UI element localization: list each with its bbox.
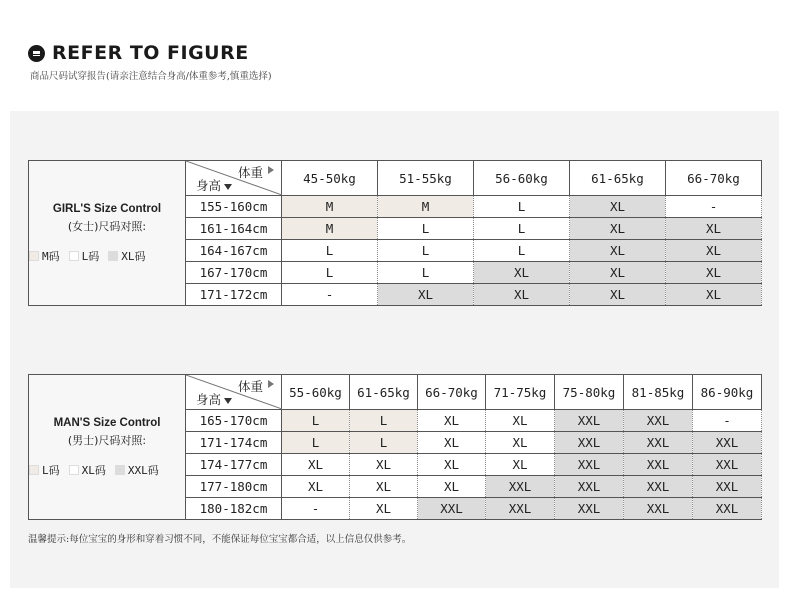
- height-range-cell: 161-164cm: [186, 218, 282, 240]
- size-cell: XL: [570, 240, 666, 262]
- arrow-right-icon: [268, 166, 274, 174]
- legend-item: [29, 462, 60, 478]
- mens-label-cell: [29, 375, 186, 520]
- mens-legend: [29, 462, 185, 478]
- size-cell: XL: [666, 218, 762, 240]
- size-cell: XXL: [624, 498, 693, 520]
- size-cell: XL: [350, 498, 418, 520]
- weight-header: 71-75kg: [486, 375, 555, 410]
- legend-swatch: [108, 251, 118, 261]
- size-cell: XXL: [624, 476, 693, 498]
- page-title: REFER TO FIGURE: [52, 42, 249, 64]
- size-cell: L: [378, 240, 474, 262]
- size-cell: XL: [486, 432, 555, 454]
- girls-label-cell: [29, 161, 186, 306]
- size-cell: XXL: [624, 454, 693, 476]
- mens-subtitle: (男士)尺码对照:: [67, 433, 147, 447]
- height-range-cell: 174-177cm: [186, 454, 282, 476]
- title-row: [28, 42, 272, 64]
- footnote: 温馨提示:每位宝宝的身形和穿着习惯不同，不能保证每位宝宝都合适，以上信息仅供参考。: [28, 534, 412, 545]
- legend-label: XL码: [121, 249, 146, 263]
- size-cell: XXL: [555, 410, 624, 432]
- legend-swatch: [69, 251, 79, 261]
- height-corner-wrap: [196, 390, 232, 408]
- weight-header: 66-70kg: [666, 161, 762, 196]
- size-cell: L: [282, 432, 350, 454]
- height-range-cell: 167-170cm: [186, 262, 282, 284]
- legend-label: L码: [81, 249, 100, 263]
- mens-size-table: [28, 374, 762, 520]
- size-cell: L: [282, 240, 378, 262]
- size-cell: XL: [486, 454, 555, 476]
- girls-title: GIRL'S Size Control: [52, 202, 162, 215]
- weight-header: 61-65kg: [350, 375, 418, 410]
- size-cell: XXL: [555, 498, 624, 520]
- legend-label: L码: [42, 463, 60, 477]
- weight-header: 61-65kg: [570, 161, 666, 196]
- size-cell: XXL: [486, 476, 555, 498]
- size-cell: L: [474, 240, 570, 262]
- size-cell: L: [350, 410, 418, 432]
- height-range-cell: 164-167cm: [186, 240, 282, 262]
- size-cell: XL: [666, 240, 762, 262]
- legend-swatch: [29, 251, 39, 261]
- size-cell: XL: [350, 454, 418, 476]
- size-cell: -: [282, 284, 378, 306]
- size-cell: XL: [378, 284, 474, 306]
- size-cell: XL: [570, 196, 666, 218]
- girls-subtitle: (女士)尺码对照:: [67, 219, 147, 233]
- girls-header-row: [29, 161, 762, 196]
- size-cell: XXL: [693, 432, 762, 454]
- size-cell: L: [378, 218, 474, 240]
- height-range-cell: 177-180cm: [186, 476, 282, 498]
- legend-item: [29, 248, 60, 264]
- size-cell: -: [282, 498, 350, 520]
- size-cell: L: [282, 410, 350, 432]
- weight-header: 51-55kg: [378, 161, 474, 196]
- weight-header: 66-70kg: [418, 375, 486, 410]
- size-cell: XXL: [486, 498, 555, 520]
- size-cell: L: [378, 262, 474, 284]
- weight-corner-label: 体重: [237, 165, 263, 180]
- weight-header: 86-90kg: [693, 375, 762, 410]
- size-cell: XXL: [555, 432, 624, 454]
- girls-corner-cell: [186, 161, 282, 196]
- height-corner-wrap: [196, 176, 232, 194]
- legend-swatch: [29, 465, 39, 475]
- size-cell: M: [282, 196, 378, 218]
- weight-header: 81-85kg: [624, 375, 693, 410]
- size-cell: L: [350, 432, 418, 454]
- weight-corner-label: 体重: [237, 379, 263, 394]
- size-cell: L: [282, 262, 378, 284]
- size-cell: XL: [350, 476, 418, 498]
- legend-swatch: [115, 465, 125, 475]
- mens-title: MAN'S Size Control: [53, 416, 161, 429]
- legend-label: XXL码: [127, 463, 159, 477]
- size-cell: XL: [418, 476, 486, 498]
- legend-item: [69, 462, 106, 478]
- height-range-cell: 171-174cm: [186, 432, 282, 454]
- size-cell: XL: [666, 262, 762, 284]
- weight-header: 45-50kg: [282, 161, 378, 196]
- size-cell: XL: [474, 262, 570, 284]
- mens-corner-cell: [186, 375, 282, 410]
- arrow-down-icon: [224, 184, 232, 190]
- height-range-cell: 155-160cm: [186, 196, 282, 218]
- size-cell: -: [666, 196, 762, 218]
- size-cell: XL: [570, 262, 666, 284]
- height-range-cell: 180-182cm: [186, 498, 282, 520]
- legend-item: [69, 248, 100, 264]
- size-cell: XL: [282, 476, 350, 498]
- height-corner-label: 身高: [196, 178, 222, 193]
- girls-size-table: [28, 160, 762, 306]
- height-range-cell: 171-172cm: [186, 284, 282, 306]
- size-cell: XL: [570, 284, 666, 306]
- size-cell: M: [378, 196, 474, 218]
- legend-swatch: [69, 465, 79, 475]
- girls-legend: [29, 248, 185, 264]
- size-cell: XL: [474, 284, 570, 306]
- size-cell: XL: [666, 284, 762, 306]
- size-cell: XL: [570, 218, 666, 240]
- page-subtitle: 商品尺码试穿报告(请亲注意结合身高/体重参考,慎重选择): [30, 71, 272, 82]
- size-cell: XL: [418, 432, 486, 454]
- size-cell: XXL: [418, 498, 486, 520]
- size-cell: XL: [418, 410, 486, 432]
- arrow-right-icon: [268, 380, 274, 388]
- size-cell: -: [693, 410, 762, 432]
- size-cell: XXL: [693, 498, 762, 520]
- mens-header-row: [29, 375, 762, 410]
- weight-header: 55-60kg: [282, 375, 350, 410]
- size-cell: XXL: [555, 454, 624, 476]
- header: [28, 42, 272, 82]
- size-cell: XL: [418, 454, 486, 476]
- size-cell: XXL: [624, 410, 693, 432]
- legend-label: XL码: [81, 463, 106, 477]
- size-cell: L: [474, 196, 570, 218]
- size-cell: XXL: [555, 476, 624, 498]
- legend-item: [108, 248, 145, 264]
- size-cell: XL: [486, 410, 555, 432]
- size-cell: XXL: [693, 454, 762, 476]
- legend-label: M码: [42, 249, 60, 263]
- weight-header: 75-80kg: [555, 375, 624, 410]
- menu-circle-icon: [28, 45, 45, 62]
- height-corner-label: 身高: [196, 392, 222, 407]
- size-cell: L: [474, 218, 570, 240]
- size-cell: XL: [282, 454, 350, 476]
- size-cell: XXL: [624, 432, 693, 454]
- size-cell: M: [282, 218, 378, 240]
- arrow-down-icon: [224, 398, 232, 404]
- legend-item: [115, 462, 159, 478]
- height-range-cell: 165-170cm: [186, 410, 282, 432]
- weight-header: 56-60kg: [474, 161, 570, 196]
- size-cell: XXL: [693, 476, 762, 498]
